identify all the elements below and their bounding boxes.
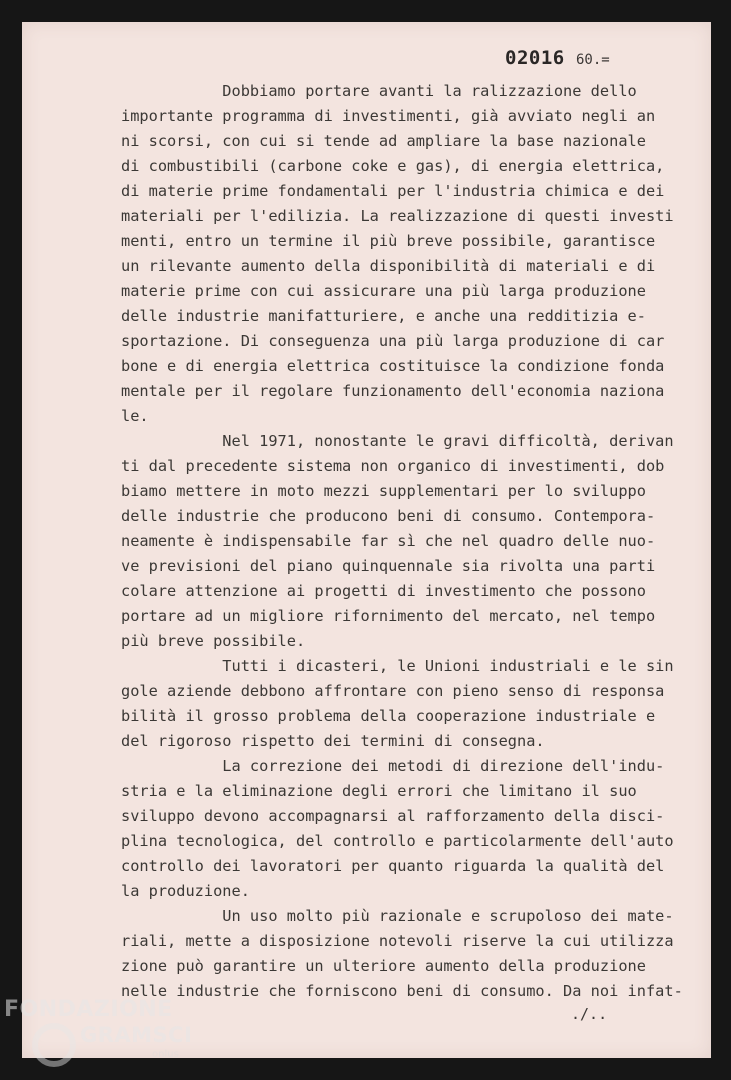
watermark-line2: GRAMSCI	[80, 1023, 193, 1047]
text-line: ni scorsi, con cui si tende ad ampliare la base nazionale	[121, 132, 646, 150]
watermark-line1: FONDAZIONE	[4, 997, 173, 1022]
text-line: materie prime con cui assicurare una più larga produzione	[121, 282, 646, 300]
text-line: sviluppo devono accompagnarsi al rafforzamento della disci-	[121, 807, 665, 825]
text-line: del rigoroso rispetto dei termini di consegna.	[121, 732, 545, 750]
text-line: biamo mettere in moto mezzi supplementari per lo sviluppo	[121, 482, 646, 500]
text-line: nelle industrie che forniscono beni di consumo. Da noi infat-	[121, 982, 683, 1000]
text-line: più breve possibile.	[121, 632, 306, 650]
text-line: di materie prime fondamentali per l'industria chimica e dei	[121, 182, 665, 200]
watermark-ring-icon	[30, 1021, 78, 1069]
watermark-line3: onlus	[152, 1049, 179, 1060]
text-line: Nel 1971, nonostante le gravi difficoltà, derivan	[121, 432, 674, 450]
text-line: ve previsioni del piano quinquennale sia rivolta una parti	[121, 557, 656, 575]
text-line: menti, entro un termine il più breve possibile, garantisce	[121, 232, 656, 250]
text-line: colare attenzione ai progetti di investimento che possono	[121, 582, 646, 600]
text-line: bone e di energia elettrica costituisce la condizione fonda	[121, 357, 665, 375]
document-code: 02016	[505, 47, 565, 69]
text-line: Tutti i dicasteri, le Unioni industriali e le sin	[121, 657, 674, 675]
text-line: Un uso molto più razionale e scrupoloso dei mate-	[121, 907, 674, 925]
text-line: Dobbiamo portare avanti la ralizzazione dello	[121, 82, 637, 100]
text-line: un rilevante aumento della disponibilità di materiali e di	[121, 257, 656, 275]
text-line: stria e la eliminazione degli errori che limitano il suo	[121, 782, 637, 800]
text-line: portare ad un migliore rifornimento del mercato, nel tempo	[121, 607, 656, 625]
text-line: di combustibili (carbone coke e gas), di energia elettrica,	[121, 157, 665, 175]
text-line: ti dal precedente sistema non organico di investimenti, dob	[121, 457, 665, 475]
text-line: neamente è indispensabile far sì che nel quadro delle nuo-	[121, 532, 656, 550]
text-line: gole aziende debbono affrontare con pieno senso di responsa	[121, 682, 665, 700]
text-line: la produzione.	[121, 882, 250, 900]
continuation-mark: ./..	[571, 1005, 608, 1023]
text-line: delle industrie manifatturiere, e anche una redditizia e-	[121, 307, 646, 325]
text-line: sportazione. Di conseguenza una più larga produzione di car	[121, 332, 665, 350]
fondazione-gramsci-watermark	[4, 997, 204, 1077]
text-line: mentale per il regolare funzionamento dell'economia naziona	[121, 382, 665, 400]
text-line: bilità il grosso problema della cooperazione industriale e	[121, 707, 656, 725]
text-line: riali, mette a disposizione notevoli riserve la cui utilizza	[121, 932, 674, 950]
text-line: La correzione dei metodi di direzione dell'indu-	[121, 757, 665, 775]
text-line: materiali per l'edilizia. La realizzazione di questi investi	[121, 207, 674, 225]
text-line: zione può garantire un ulteriore aumento della produzione	[121, 957, 646, 975]
page-number: 60.=	[576, 52, 610, 68]
text-line: controllo dei lavoratori per quanto riguarda la qualità del	[121, 857, 665, 875]
text-line: importante programma di investimenti, già avviato negli an	[121, 107, 656, 125]
text-line: le.	[121, 407, 149, 425]
text-line: plina tecnologica, del controllo e particolarmente dell'auto	[121, 832, 674, 850]
text-line: delle industrie che producono beni di consumo. Contempora-	[121, 507, 656, 525]
